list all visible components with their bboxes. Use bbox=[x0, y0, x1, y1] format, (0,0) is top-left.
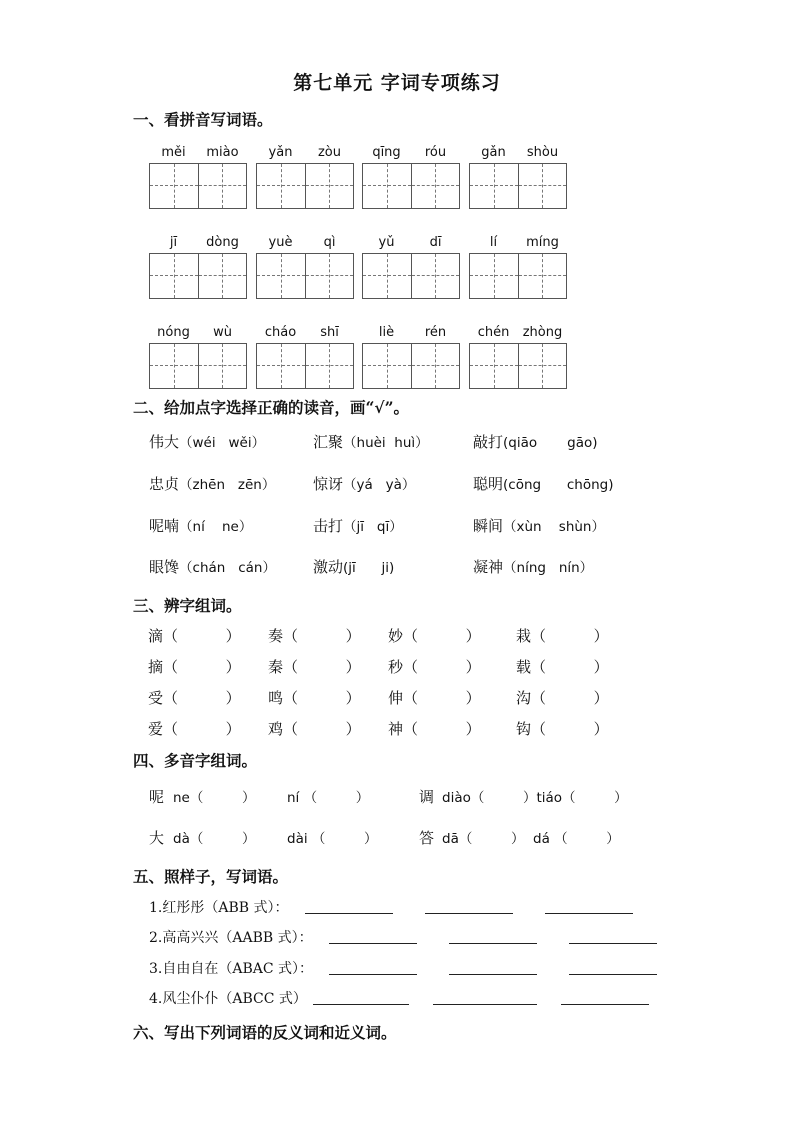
pinyin-labels bbox=[469, 235, 567, 255]
pinyin-labels bbox=[362, 325, 460, 345]
tianzige-cell[interactable] bbox=[257, 164, 305, 208]
tianzige-cell[interactable] bbox=[411, 254, 460, 298]
answer-blank-line[interactable] bbox=[433, 990, 537, 1005]
section-4-heading: 四、多音字组词。 bbox=[133, 751, 258, 770]
bianzi-item[interactable]: 鸣（ ） bbox=[268, 689, 361, 707]
tianzige-boxes[interactable] bbox=[469, 253, 567, 299]
pinyin-syllable: wù bbox=[213, 325, 232, 340]
example-prompt: 3.自由自在（ABAC 式）： bbox=[149, 961, 314, 977]
duoyin-blank[interactable]: ne（ ） bbox=[173, 790, 256, 806]
bianzi-item[interactable]: 沟（ ） bbox=[516, 689, 609, 707]
tianzige-cell[interactable] bbox=[518, 164, 567, 208]
tianzige-cell[interactable] bbox=[305, 164, 354, 208]
tianzige-cell[interactable] bbox=[470, 344, 518, 388]
duoyin-blank[interactable]: diào（ ）tiáo（ ） bbox=[442, 790, 628, 806]
pinyin-labels bbox=[256, 235, 354, 255]
answer-blank-line[interactable] bbox=[545, 899, 633, 914]
reading-word: 惊讶 bbox=[313, 475, 344, 493]
reading-pinyin-options[interactable]: （níng nín） bbox=[503, 560, 594, 576]
tianzige-boxes[interactable] bbox=[362, 163, 460, 209]
tianzige-cell[interactable] bbox=[363, 164, 411, 208]
pinyin-syllable: liè bbox=[378, 325, 395, 340]
reading-item bbox=[473, 556, 593, 577]
duoyin-blank[interactable]: dā（ ） dá （ ） bbox=[442, 831, 620, 847]
reading-item bbox=[313, 556, 394, 577]
answer-blank-line[interactable] bbox=[425, 899, 513, 914]
answer-blank-line[interactable] bbox=[569, 960, 657, 975]
answer-blank-line[interactable] bbox=[561, 990, 649, 1005]
tianzige-boxes[interactable] bbox=[362, 253, 460, 299]
reading-item bbox=[473, 473, 613, 494]
pinyin-syllable: nóng bbox=[157, 325, 190, 340]
reading-pinyin-options[interactable]: （huèi huì） bbox=[343, 435, 429, 451]
pinyin-labels bbox=[362, 235, 460, 255]
example-prompt: 4.风尘仆仆（ABCC 式） bbox=[149, 991, 307, 1007]
pinyin-labels bbox=[256, 325, 354, 345]
reading-item bbox=[149, 431, 265, 452]
reading-item bbox=[473, 515, 605, 536]
reading-word: 激动 bbox=[313, 558, 344, 576]
bianzi-item[interactable]: 伸（ ） bbox=[388, 689, 481, 707]
section-5-heading: 五、照样子，写词语。 bbox=[133, 867, 289, 886]
pinyin-syllable: yuè bbox=[268, 235, 293, 250]
pinyin-syllable: shī bbox=[320, 325, 339, 340]
reading-pinyin-options[interactable]: (jī ji) bbox=[343, 560, 395, 576]
answer-blank-line[interactable] bbox=[305, 899, 393, 914]
pinyin-syllable: qì bbox=[323, 235, 336, 250]
tianzige-boxes[interactable] bbox=[362, 343, 460, 389]
tianzige-cell[interactable] bbox=[411, 344, 460, 388]
answer-blank-line[interactable] bbox=[329, 960, 417, 975]
pinyin-syllable: yǎn bbox=[268, 145, 293, 160]
section-3-heading: 三、辨字组词。 bbox=[133, 596, 242, 615]
bianzi-item[interactable]: 栽（ ） bbox=[516, 627, 609, 645]
reading-pinyin-options[interactable]: (qiāo gāo) bbox=[503, 435, 598, 451]
tianzige-cell[interactable] bbox=[363, 344, 411, 388]
duoyin-character: 呢 bbox=[149, 788, 165, 806]
pinyin-syllable: lí bbox=[489, 235, 498, 250]
reading-item bbox=[313, 431, 429, 452]
tianzige-cell[interactable] bbox=[198, 254, 247, 298]
pinyin-syllable: zhòng bbox=[522, 325, 563, 340]
bianzi-item[interactable]: 摘（ ） bbox=[148, 658, 241, 676]
reading-item bbox=[473, 431, 598, 452]
duoyin-character: 调 bbox=[419, 788, 435, 806]
tianzige-cell[interactable] bbox=[150, 344, 198, 388]
tianzige-cell[interactable] bbox=[363, 254, 411, 298]
reading-word: 忠贞 bbox=[149, 475, 180, 493]
pinyin-labels bbox=[469, 145, 567, 165]
reading-pinyin-options[interactable]: （zhēn zēn） bbox=[179, 477, 276, 493]
reading-word: 聪明 bbox=[473, 475, 504, 493]
reading-item bbox=[149, 556, 276, 577]
pinyin-syllable: gǎn bbox=[481, 145, 506, 160]
tianzige-boxes[interactable] bbox=[149, 253, 247, 299]
tianzige-cell[interactable] bbox=[257, 344, 305, 388]
answer-blank-line[interactable] bbox=[449, 929, 537, 944]
pinyin-syllable: měi bbox=[161, 145, 186, 160]
reading-item bbox=[149, 515, 252, 536]
tianzige-boxes[interactable] bbox=[149, 343, 247, 389]
tianzige-cell[interactable] bbox=[257, 254, 305, 298]
section-2-heading: 二、给加点字选择正确的读音，画“√”。 bbox=[133, 398, 410, 417]
bianzi-item[interactable]: 秒（ ） bbox=[388, 658, 481, 676]
reading-item bbox=[313, 473, 415, 494]
reading-word: 瞬间 bbox=[473, 517, 504, 535]
reading-item bbox=[149, 473, 275, 494]
tianzige-cell[interactable] bbox=[411, 164, 460, 208]
tianzige-cell[interactable] bbox=[518, 344, 567, 388]
pinyin-labels bbox=[469, 325, 567, 345]
section-1-heading: 一、看拼音写词语。 bbox=[133, 110, 273, 129]
pinyin-syllable: cháo bbox=[264, 325, 297, 340]
duoyin-blank[interactable]: dà（ ） bbox=[173, 831, 256, 847]
pinyin-labels bbox=[149, 325, 247, 345]
reading-pinyin-options[interactable]: （ní ne） bbox=[179, 519, 253, 535]
tianzige-boxes[interactable] bbox=[256, 253, 354, 299]
tianzige-cell[interactable] bbox=[470, 164, 518, 208]
tianzige-boxes[interactable] bbox=[256, 163, 354, 209]
tianzige-cell[interactable] bbox=[198, 344, 247, 388]
pinyin-syllable: qīng bbox=[372, 145, 401, 160]
reading-pinyin-options[interactable]: （chán cán） bbox=[179, 560, 276, 576]
example-prompt: 1.红彤彤（ABB 式）： bbox=[149, 900, 289, 916]
tianzige-cell[interactable] bbox=[305, 254, 354, 298]
reading-word: 眼馋 bbox=[149, 558, 180, 576]
duoyin-blank[interactable]: ní （ ） bbox=[287, 790, 370, 806]
reading-pinyin-options[interactable]: （wéi wěi） bbox=[179, 435, 266, 451]
pinyin-labels bbox=[256, 145, 354, 165]
pinyin-syllable: dòng bbox=[206, 235, 239, 250]
section-6-heading: 六、写出下列词语的反义词和近义词。 bbox=[133, 1023, 397, 1042]
tianzige-boxes[interactable] bbox=[469, 163, 567, 209]
tianzige-cell[interactable] bbox=[305, 344, 354, 388]
pinyin-syllable: míng bbox=[526, 235, 559, 250]
duoyin-character: 答 bbox=[419, 829, 435, 847]
answer-blank-line[interactable] bbox=[449, 960, 537, 975]
pinyin-syllable: rén bbox=[424, 325, 447, 340]
reading-pinyin-options[interactable]: （yá yà） bbox=[343, 477, 416, 493]
reading-word: 呢喃 bbox=[149, 517, 180, 535]
pinyin-syllable: róu bbox=[424, 145, 447, 160]
reading-word: 敲打 bbox=[473, 433, 504, 451]
tianzige-boxes[interactable] bbox=[469, 343, 567, 389]
bianzi-item[interactable]: 妙（ ） bbox=[388, 627, 481, 645]
tianzige-cell[interactable] bbox=[198, 164, 247, 208]
bianzi-item[interactable]: 滴（ ） bbox=[148, 627, 241, 645]
reading-pinyin-options[interactable]: （xùn shùn） bbox=[503, 519, 605, 535]
bianzi-item[interactable]: 载（ ） bbox=[516, 658, 609, 676]
tianzige-cell[interactable] bbox=[150, 254, 198, 298]
bianzi-item[interactable]: 爱（ ） bbox=[148, 720, 241, 738]
tianzige-cell[interactable] bbox=[150, 164, 198, 208]
reading-word: 伟大 bbox=[149, 433, 180, 451]
pinyin-labels bbox=[149, 145, 247, 165]
pinyin-syllable: chén bbox=[477, 325, 510, 340]
answer-blank-line[interactable] bbox=[329, 929, 417, 944]
pinyin-labels bbox=[362, 145, 460, 165]
bianzi-item[interactable]: 秦（ ） bbox=[268, 658, 361, 676]
reading-word: 凝神 bbox=[473, 558, 504, 576]
reading-pinyin-options[interactable]: （jī qī） bbox=[343, 519, 403, 535]
pinyin-syllable: miào bbox=[206, 145, 239, 160]
tianzige-cell[interactable] bbox=[470, 254, 518, 298]
bianzi-item[interactable]: 受（ ） bbox=[148, 689, 241, 707]
reading-item bbox=[313, 515, 403, 536]
reading-word: 汇聚 bbox=[313, 433, 344, 451]
reading-pinyin-options[interactable]: (cōng chōng) bbox=[503, 477, 614, 493]
example-prompt: 2.高高兴兴（AABB 式）： bbox=[149, 930, 313, 946]
bianzi-item[interactable]: 神（ ） bbox=[388, 720, 481, 738]
answer-blank-line[interactable] bbox=[569, 929, 657, 944]
duoyin-character: 大 bbox=[149, 829, 165, 847]
page-title: 第七单元 字词专项练习 bbox=[293, 72, 501, 94]
tianzige-boxes[interactable] bbox=[149, 163, 247, 209]
duoyin-blank[interactable]: dài （ ） bbox=[287, 831, 378, 847]
pinyin-syllable: shòu bbox=[526, 145, 559, 160]
tianzige-cell[interactable] bbox=[518, 254, 567, 298]
bianzi-item[interactable]: 钩（ ） bbox=[516, 720, 609, 738]
bianzi-item[interactable]: 鸡（ ） bbox=[268, 720, 361, 738]
tianzige-boxes[interactable] bbox=[256, 343, 354, 389]
bianzi-item[interactable]: 奏（ ） bbox=[268, 627, 361, 645]
pinyin-syllable: yǔ bbox=[378, 235, 395, 250]
pinyin-syllable: dī bbox=[429, 235, 442, 250]
pinyin-syllable: jī bbox=[169, 235, 178, 250]
reading-word: 击打 bbox=[313, 517, 344, 535]
pinyin-labels bbox=[149, 235, 247, 255]
pinyin-syllable: zòu bbox=[317, 145, 342, 160]
answer-blank-line[interactable] bbox=[313, 990, 409, 1005]
